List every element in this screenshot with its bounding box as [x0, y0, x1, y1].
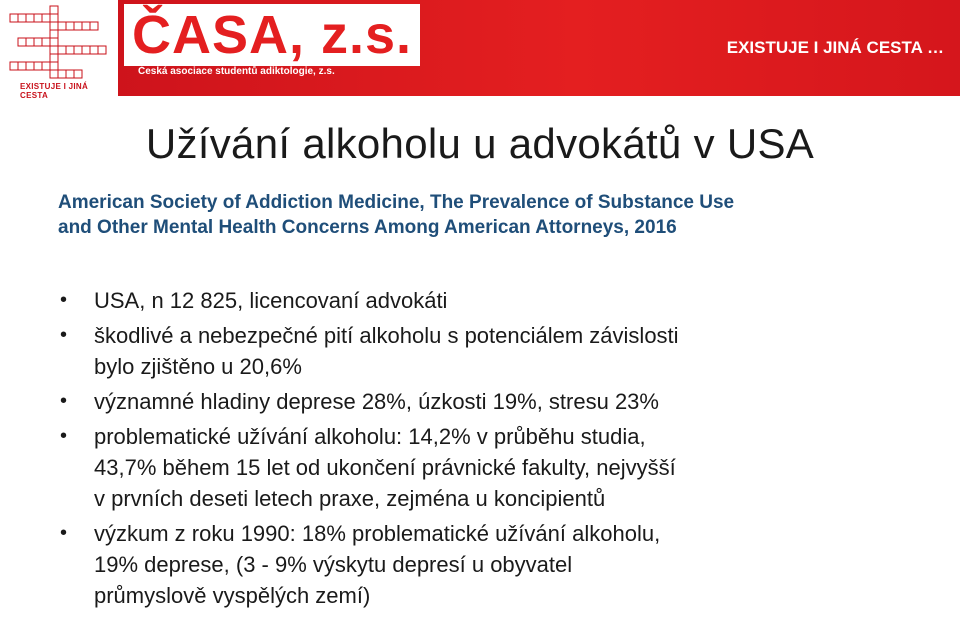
brand-subtitle: Česká asociace studentů adiktologie, z.s.	[138, 66, 335, 77]
bullet-line: 19% deprese, (3 - 9% výskytu depresí u obyvatel	[94, 552, 573, 577]
bullet-line: USA, n 12 825, licencovaní advokáti	[94, 288, 448, 313]
brand-name: ČASA, z.s.	[124, 4, 420, 66]
bullet-line: výzkum z roku 1990: 18% problematické užívání alkoholu,	[94, 521, 661, 546]
bullet-list	[58, 285, 938, 615]
bullet-line: průmyslově vyspělých zemí)	[94, 583, 371, 608]
bullet-icon: •	[60, 390, 68, 412]
bullet-line: významné hladiny deprese 28%, úzkosti 19%, stresu 23%	[94, 389, 659, 414]
bullet-icon: •	[60, 425, 68, 447]
logo-crossword-icon	[6, 4, 112, 80]
header-tagline: EXISTUJE I JINÁ CESTA …	[726, 38, 944, 57]
list-item	[58, 518, 938, 611]
bullet-icon: •	[60, 324, 68, 346]
list-item	[58, 285, 938, 316]
bullet-line: 43,7% během 15 let od ukončení právnické fakulty, nejvyšší	[94, 455, 676, 480]
header-banner	[0, 0, 960, 100]
source-citation	[58, 190, 938, 240]
logo	[0, 0, 118, 100]
bullet-icon: •	[60, 522, 68, 544]
bullet-line: škodlivé a nebezpečné pití alkoholu s potenciálem závislosti	[94, 323, 679, 348]
list-item	[58, 421, 938, 514]
list-item	[58, 386, 938, 417]
bullet-icon: •	[60, 289, 68, 311]
source-line: American Society of Addiction Medicine, The Prevalence of Substance Use	[58, 192, 735, 213]
list-item	[58, 320, 938, 382]
bullet-line: bylo zjištěno u 20,6%	[94, 354, 302, 379]
bullet-line: v prvních deseti letech praxe, zejména u koncipientů	[94, 486, 606, 511]
source-line: and Other Mental Health Concerns Among American Attorneys, 2016	[58, 217, 677, 238]
bullet-line: problematické užívání alkoholu: 14,2% v průběhu studia,	[94, 424, 646, 449]
logo-tagline: EXISTUJE I JINÁ CESTA	[20, 82, 89, 100]
slide-title: Užívání alkoholu u advokátů v USA	[145, 120, 815, 167]
